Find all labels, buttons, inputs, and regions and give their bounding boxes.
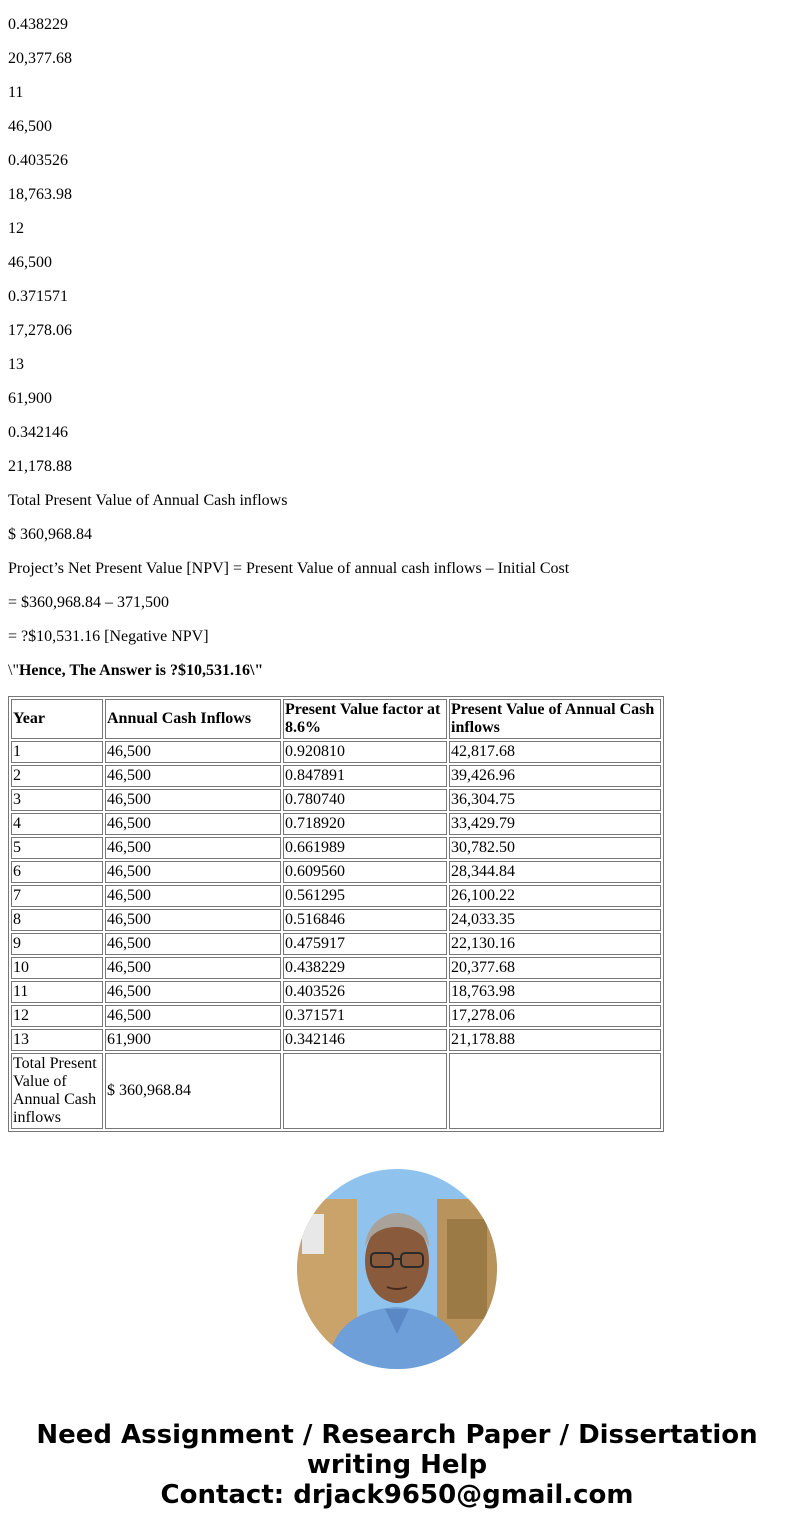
table-row	[11, 765, 661, 787]
total-value-cell: $ 360,968.84	[105, 1053, 281, 1129]
cell-year: 12	[11, 1005, 103, 1027]
table-row	[11, 981, 661, 1003]
table-total-row	[11, 1053, 661, 1129]
table-row	[11, 861, 661, 883]
header-pv-factor: Present Value factor at 8.6%	[283, 699, 447, 739]
cell-year: 3	[11, 789, 103, 811]
cell-year: 10	[11, 957, 103, 979]
text-line: 46,500	[8, 254, 52, 271]
cell-year: 8	[11, 909, 103, 931]
total-pv-label: Total Present Value of Annual Cash inflows	[8, 492, 288, 509]
total-pv-value: $ 360,968.84	[8, 526, 92, 543]
cell-year: 13	[11, 1029, 103, 1051]
promo-headline: Need Assignment / Research Paper / Dissertation writing Help	[36, 1420, 758, 1480]
answer-text: Hence, The Answer is ?$10,531.16\"	[18, 662, 264, 679]
text-line: 20,377.68	[8, 50, 72, 67]
cell-annual-cash-inflow: 46,500	[105, 885, 281, 907]
text-line: 46,500	[8, 118, 52, 135]
answer-prefix: \"	[8, 662, 19, 679]
cell-present-value: 17,278.06	[449, 1005, 661, 1027]
avatar-portrait-icon	[297, 1169, 497, 1369]
cell-year: 9	[11, 933, 103, 955]
table-row	[11, 1005, 661, 1027]
cell-pv-factor: 0.475917	[283, 933, 447, 955]
cell-year: 7	[11, 885, 103, 907]
cell-present-value: 28,344.84	[449, 861, 661, 883]
promo-footer	[0, 1420, 794, 1510]
cell-annual-cash-inflow: 46,500	[105, 813, 281, 835]
cell-annual-cash-inflow: 46,500	[105, 957, 281, 979]
table-row	[11, 909, 661, 931]
promo-contact: Contact: drjack9650@gmail.com	[160, 1480, 634, 1510]
total-label-cell: Total Present Value of Annual Cash inflows	[11, 1053, 103, 1129]
text-line: 21,178.88	[8, 458, 72, 475]
cell-pv-factor: 0.342146	[283, 1029, 447, 1051]
text-line: 0.371571	[8, 288, 68, 305]
cell-pv-factor: 0.371571	[283, 1005, 447, 1027]
text-line: 18,763.98	[8, 186, 72, 203]
table-row	[11, 957, 661, 979]
cell-pv-factor: 0.561295	[283, 885, 447, 907]
cell-annual-cash-inflow: 46,500	[105, 741, 281, 763]
table-row	[11, 813, 661, 835]
header-annual-cash-inflows: Annual Cash Inflows	[105, 699, 281, 739]
text-line: 12	[8, 220, 24, 237]
header-year: Year	[11, 699, 103, 739]
cell-present-value: 22,130.16	[449, 933, 661, 955]
npv-result: = ?$10,531.16 [Negative NPV]	[8, 628, 209, 645]
header-present-value: Present Value of Annual Cash inflows	[449, 699, 661, 739]
table-row	[11, 933, 661, 955]
text-line: 0.403526	[8, 152, 68, 169]
cell-pv-factor: 0.718920	[283, 813, 447, 835]
cell-present-value: 30,782.50	[449, 837, 661, 859]
cell-year: 1	[11, 741, 103, 763]
table-row	[11, 1029, 661, 1051]
empty-cell	[283, 1053, 447, 1129]
table-row	[11, 837, 661, 859]
cell-present-value: 18,763.98	[449, 981, 661, 1003]
cell-annual-cash-inflow: 46,500	[105, 933, 281, 955]
cell-present-value: 39,426.96	[449, 765, 661, 787]
text-line: 11	[8, 84, 24, 101]
cell-pv-factor: 0.920810	[283, 741, 447, 763]
cell-present-value: 21,178.88	[449, 1029, 661, 1051]
cell-present-value: 42,817.68	[449, 741, 661, 763]
cell-annual-cash-inflow: 46,500	[105, 861, 281, 883]
cell-year: 11	[11, 981, 103, 1003]
present-value-table	[8, 696, 664, 1132]
cell-pv-factor: 0.403526	[283, 981, 447, 1003]
author-avatar	[297, 1169, 497, 1369]
cell-pv-factor: 0.847891	[283, 765, 447, 787]
cell-present-value: 36,304.75	[449, 789, 661, 811]
cell-pv-factor: 0.609560	[283, 861, 447, 883]
cell-annual-cash-inflow: 46,500	[105, 837, 281, 859]
table-row	[11, 789, 661, 811]
cell-year: 4	[11, 813, 103, 835]
cell-year: 5	[11, 837, 103, 859]
cell-annual-cash-inflow: 46,500	[105, 981, 281, 1003]
cell-pv-factor: 0.516846	[283, 909, 447, 931]
table-body	[11, 741, 661, 1051]
answer-statement	[8, 662, 786, 680]
cell-year: 6	[11, 861, 103, 883]
npv-formula: Project’s Net Present Value [NPV] = Present Value of annual cash inflows – Initial Cost	[8, 560, 570, 577]
cell-annual-cash-inflow: 46,500	[105, 909, 281, 931]
empty-cell	[449, 1053, 661, 1129]
cell-pv-factor: 0.661989	[283, 837, 447, 859]
text-line: 0.342146	[8, 424, 68, 441]
cell-annual-cash-inflow: 46,500	[105, 789, 281, 811]
text-line: 13	[8, 356, 24, 373]
text-line: 61,900	[8, 390, 52, 407]
npv-calculation: = $360,968.84 – 371,500	[8, 594, 170, 611]
text-line: 0.438229	[8, 16, 68, 33]
text-line: 17,278.06	[8, 322, 72, 339]
table-header-row	[11, 699, 661, 739]
table-row	[11, 885, 661, 907]
cell-pv-factor: 0.780740	[283, 789, 447, 811]
cell-year: 2	[11, 765, 103, 787]
cell-present-value: 26,100.22	[449, 885, 661, 907]
cell-present-value: 24,033.35	[449, 909, 661, 931]
document-body	[0, 16, 794, 1132]
table-row	[11, 741, 661, 763]
cell-annual-cash-inflow: 46,500	[105, 765, 281, 787]
cell-annual-cash-inflow: 61,900	[105, 1029, 281, 1051]
cell-present-value: 20,377.68	[449, 957, 661, 979]
cell-pv-factor: 0.438229	[283, 957, 447, 979]
cell-annual-cash-inflow: 46,500	[105, 1005, 281, 1027]
cell-present-value: 33,429.79	[449, 813, 661, 835]
